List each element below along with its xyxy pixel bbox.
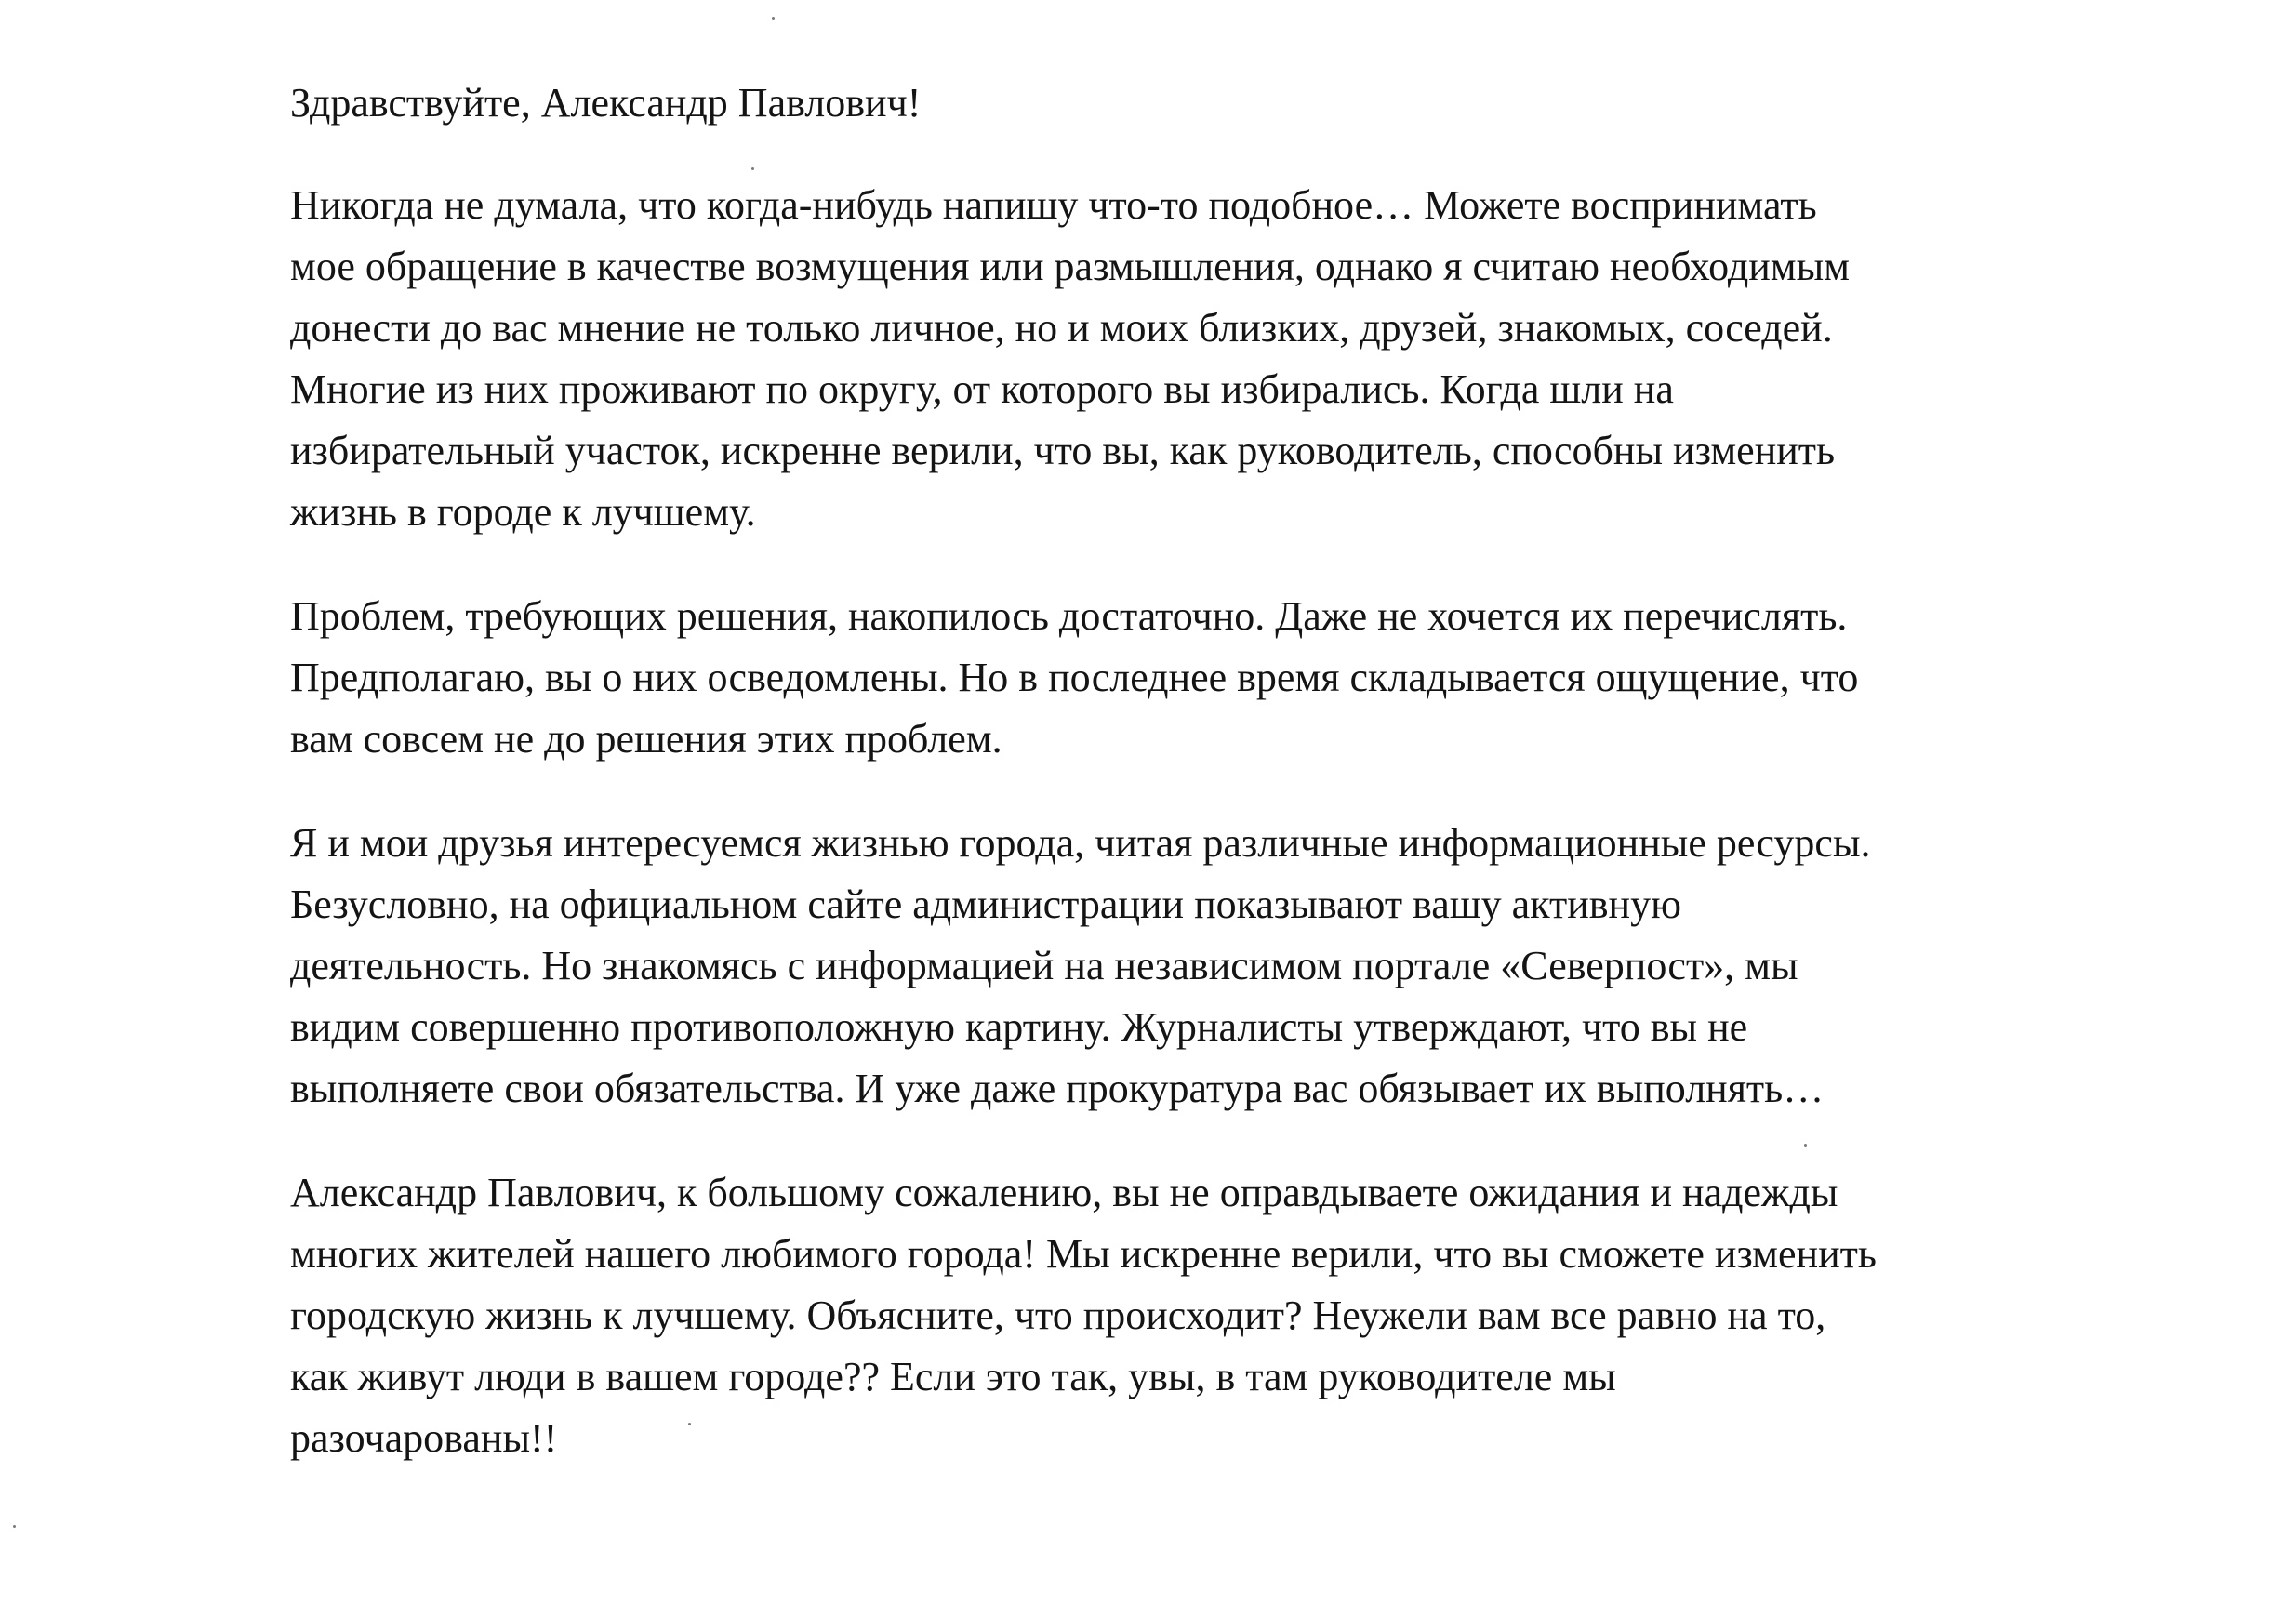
paragraph-line: донести до вас мнение не только личное, но и моих близких, друзей, знакомых, соседей. bbox=[290, 305, 1833, 351]
paragraph-line: избирательный участок, искренне верили, что вы, как руководитель, способны изменить bbox=[290, 428, 1836, 473]
scan-speck bbox=[1804, 1144, 1807, 1147]
paragraph-line: жизнь в городе к лучшему. bbox=[290, 489, 756, 535]
scan-speck bbox=[751, 167, 754, 170]
paragraph-2 bbox=[290, 586, 2159, 770]
paragraph-line: выполняете свои обязательства. И уже даже прокуратура вас обязывает их выполнять… bbox=[290, 1066, 1825, 1111]
paragraph-line: многих жителей нашего любимого города! Мы искренне верили, что вы сможете изменить bbox=[290, 1231, 1877, 1277]
scan-speck bbox=[13, 1525, 16, 1528]
paragraph-4 bbox=[290, 1162, 2159, 1469]
paragraph-line: деятельность. Но знакомясь с информацией на независимом портале «Северпост», мы bbox=[290, 943, 1798, 988]
letter-body bbox=[290, 73, 2159, 1469]
paragraph-line: вам совсем не до решения этих проблем. bbox=[290, 716, 1002, 762]
letter-greeting: Здравствуйте, Александр Павлович! bbox=[290, 80, 922, 126]
paragraph-line: Я и мои друзья интересуемся жизнью города, читая различные информационные ресурсы. bbox=[290, 820, 1871, 866]
paragraph-line: Безусловно, на официальном сайте администрации показывают вашу активную bbox=[290, 882, 1681, 927]
paragraph-1 bbox=[290, 175, 2159, 543]
scan-speck bbox=[688, 1423, 691, 1425]
paragraph-line: разочарованы!! bbox=[290, 1415, 558, 1461]
paragraph-line: Проблем, требующих решения, накопилось достаточно. Даже не хочется их перечислять. bbox=[290, 593, 1848, 639]
paragraph-line: Предполагаю, вы о них осведомлены. Но в последнее время складывается ощущение, что bbox=[290, 655, 1859, 700]
paragraph-line: как живут люди в вашем городе?? Если это так, увы, в там руководителе мы bbox=[290, 1354, 1616, 1399]
paragraph-line: Многие из них проживают по округу, от которого вы избирались. Когда шли на bbox=[290, 366, 1674, 412]
paragraph-line: Александр Павлович, к большому сожалению, вы не оправдываете ожидания и надежды bbox=[290, 1170, 1838, 1215]
paragraph-3 bbox=[290, 813, 2159, 1120]
paragraph-line: видим совершенно противоположную картину. Журналисты утверждают, что вы не bbox=[290, 1004, 1748, 1050]
scan-speck bbox=[772, 17, 775, 20]
paragraph-line: Никогда не думала, что когда-нибудь напишу что-то подобное… Можете воспринимать bbox=[290, 182, 1817, 228]
paragraph-line: мое обращение в качестве возмущения или размышления, однако я считаю необходимым bbox=[290, 244, 1851, 289]
paragraph-line: городскую жизнь к лучшему. Объясните, что происходит? Неужели вам все равно на то, bbox=[290, 1292, 1826, 1338]
